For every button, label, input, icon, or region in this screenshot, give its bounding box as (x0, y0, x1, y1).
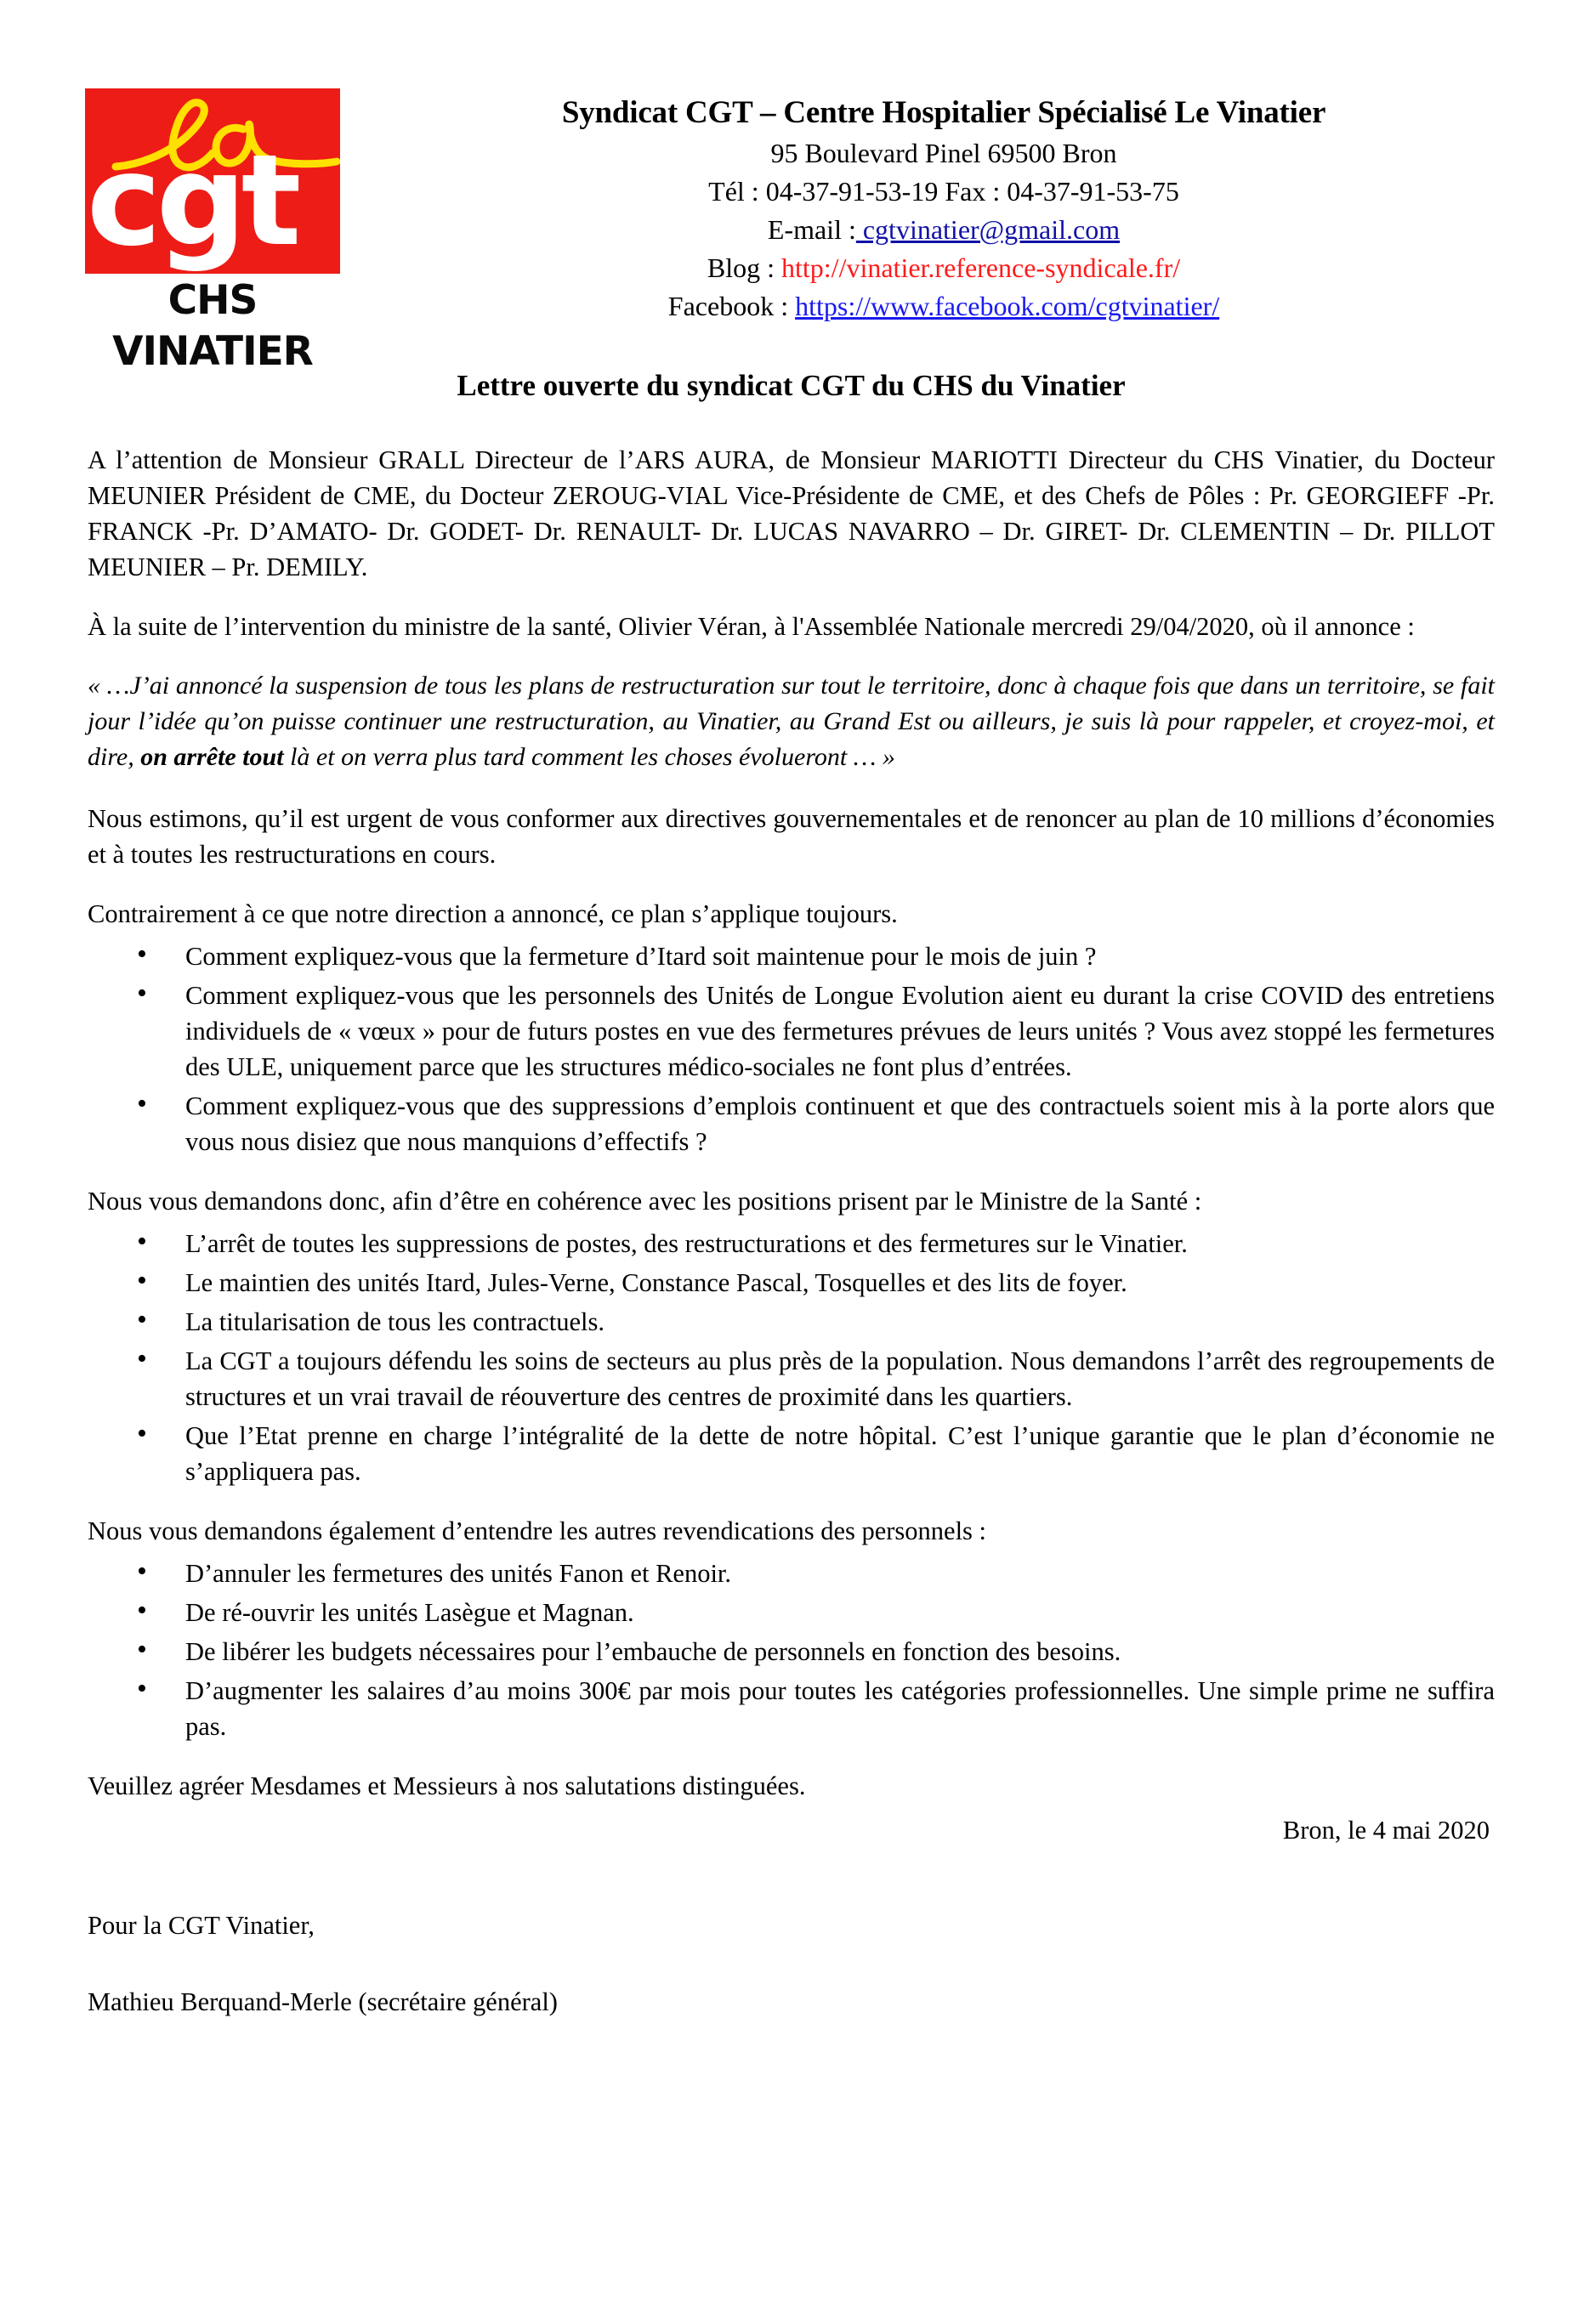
demandons-paragraph: Nous vous demandons donc, afin d’être en cohérence avec les positions prisent par le Ministre de la Santé : (88, 1187, 1202, 1216)
signature-intro: Pour la CGT Vinatier, (88, 1911, 315, 1940)
letterhead (0, 0, 1578, 375)
list-item: • Comment expliquez-vous que les personnels des Unités de Longue Evolution aient eu durant la crise COVID des entretiens individuels de « vœux » pour de futurs postes en vue des fermetures prévues de leurs unités ? Vous avez stoppé les fermetures des ULE, uniquement parce que les structures médico-sociales ne font plus d’entrées. (88, 978, 1495, 1085)
claims-list (88, 1556, 1495, 1744)
blog-link[interactable]: http://vinatier.reference-syndicale.fr/ (781, 252, 1181, 283)
org-blog-line (366, 249, 1522, 287)
signature-name: Mathieu Berquand-Merle (secrétaire général) (88, 1987, 558, 2016)
email-link[interactable]: cgtvinatier@gmail.com (855, 214, 1121, 245)
facebook-link[interactable]: https://www.facebook.com/cgtvinatier/ (795, 291, 1220, 321)
list-item: • La titularisation de tous les contractuels. (88, 1304, 1495, 1340)
closing-salutation: Veuillez agréer Mesdames et Messieurs à nos salutations distinguées. (88, 1771, 806, 1800)
list-item: • Comment expliquez-vous que des suppressions d’emplois continuent et que des contractuels soient mis à la porte alors que vous nous disiez que nous manquions d’effectifs ? (88, 1088, 1495, 1159)
quote-emphasis: on arrête tout (140, 743, 284, 771)
org-address: 95 Boulevard Pinel 69500 Bron (770, 138, 1117, 168)
letter-body (88, 366, 1495, 2020)
list-item: • L’arrêt de toutes les suppressions de postes, des restructurations et des fermetures sur le Vinatier. (88, 1226, 1495, 1261)
intro-paragraph: À la suite de l’intervention du ministre de la santé, Olivier Véran, à l'Assemblée Nationale mercredi 29/04/2020, où il annonce : (88, 612, 1415, 641)
org-contact-block (366, 92, 1522, 326)
list-item: • De libérer les budgets nécessaires pour l’embauche de personnels en fonction des besoins. (88, 1634, 1495, 1669)
list-item: • La CGT a toujours défendu les soins de secteurs au plus près de la population. Nous demandons l’arrêt des regroupements de structures et un vrai travail de réouverture des centres de proximité dans les quartiers. (88, 1343, 1495, 1414)
place-and-date: Bron, le 4 mai 2020 (1282, 1816, 1490, 1845)
cgt-wordmark: cgt (87, 128, 297, 274)
email-label: E-mail : (767, 214, 856, 245)
logo-caption: CHS VINATIER (112, 277, 313, 375)
list-item: • D’augmenter les salaires d’au moins 300€ par mois pour toutes les catégories professionnelles. Une simple prime ne suffira pas. (88, 1673, 1495, 1744)
cgt-logo-block (85, 88, 340, 274)
org-title: Syndicat CGT – Centre Hospitalier Spécialisé Le Vinatier (561, 95, 1326, 130)
list-item: • Comment expliquez-vous que la fermeture d’Itard soit maintenue pour le mois de juin ? (88, 938, 1495, 974)
page-title: Lettre ouverte du syndicat CGT du CHS du Vinatier (457, 369, 1126, 402)
list-item: • D’annuler les fermetures des unités Fanon et Renoir. (88, 1556, 1495, 1591)
org-email-line (366, 211, 1522, 249)
minister-quote (88, 668, 1495, 775)
demands-list (88, 1226, 1495, 1489)
egalement-paragraph: Nous vous demandons également d’entendre les autres revendications des personnels : (88, 1516, 987, 1545)
facebook-label: Facebook : (667, 291, 789, 321)
contraire-paragraph: Contrairement à ce que notre direction a annoncé, ce plan s’applique toujours. (88, 899, 898, 928)
quote-part-1: « …J’ai annoncé la suspension de tous les plans de restructuration sur tout le territoire, donc à chaque fois que dans un territoire, se fait jour l’idée qu’on puisse continuer une restructuration, au Vinatier, au Grand Est ou ailleurs, je suis là pour rappeler, et croyez-moi, et dire, (88, 672, 1495, 771)
list-item: • Que l’Etat prenne en charge l’intégralité de la dette de notre hôpital. C’est l’unique garantie que le plan d’économie ne s’appliquera pas. (88, 1418, 1495, 1489)
org-facebook-line (366, 287, 1522, 326)
list-item: • De ré-ouvrir les unités Lasègue et Magnan. (88, 1595, 1495, 1630)
urgent-paragraph: Nous estimons, qu’il est urgent de vous conformer aux directives gouvernementales et de renoncer au plan de 10 millions d’économies et à toutes les restructurations en cours. (88, 804, 1495, 869)
cgt-chs-vinatier-logo (85, 88, 340, 377)
blog-label: Blog : (707, 252, 775, 283)
org-phone-fax: Tél : 04-37-91-53-19 Fax : 04-37-91-53-75 (708, 176, 1179, 207)
quote-part-2: là et on verra plus tard comment les choses évolueront … » (283, 743, 895, 771)
list-item: • Le maintien des unités Itard, Jules-Verne, Constance Pascal, Tosquelles et des lits de foyer. (88, 1265, 1495, 1301)
questions-list (88, 938, 1495, 1159)
addressees-paragraph: A l’attention de Monsieur GRALL Directeur de l’ARS AURA, de Monsieur MARIOTTI Directeur du CHS Vinatier, du Docteur MEUNIER Président de CME, du Docteur ZEROUG-VIAL Vice-Présidente de CME, et des Chefs de Pôles : Pr. GEORGIEFF -Pr. FRANCK -Pr. D’AMATO- Dr. GODET- Dr. RENAULT- Dr. LUCAS NAVARRO – Dr. GIRET- Dr. CLEMENTIN – Dr. PILLOT MEUNIER – Pr. DEMILY. (88, 445, 1495, 581)
